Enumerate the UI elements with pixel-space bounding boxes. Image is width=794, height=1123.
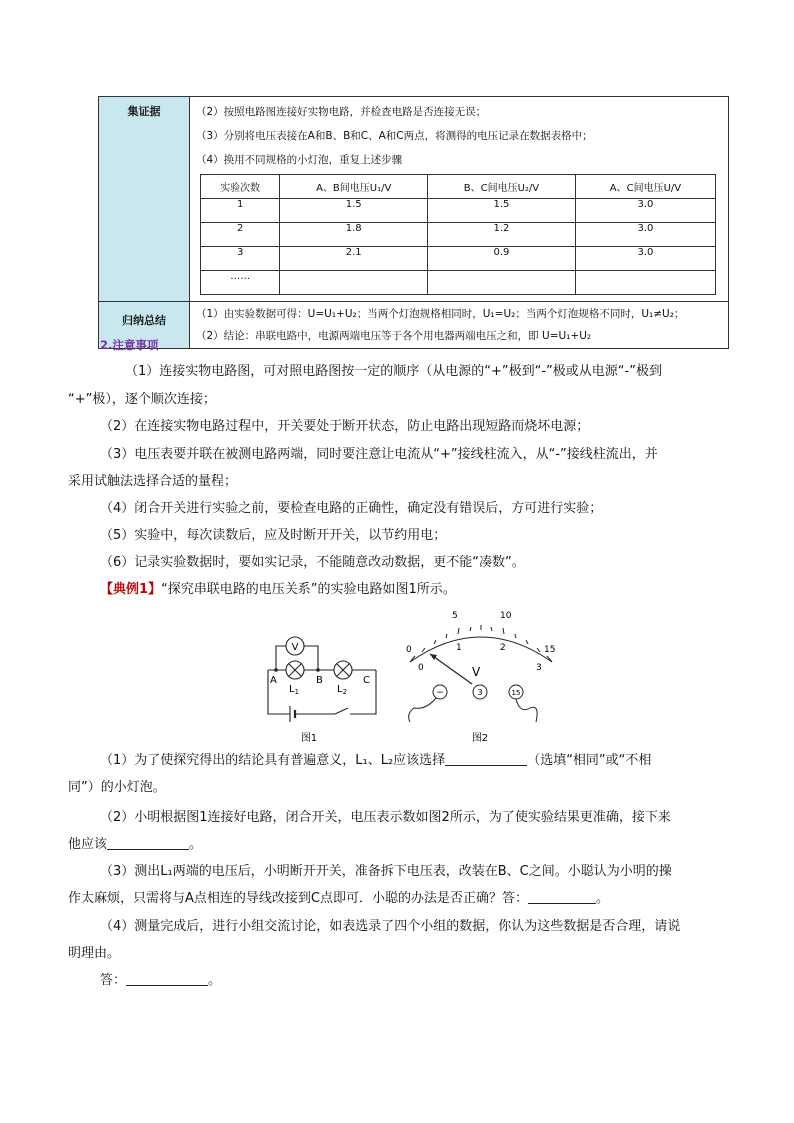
- table-cell: 2.1: [280, 247, 428, 271]
- header-cell: B、C间电压U₂/V: [428, 175, 576, 199]
- question-4-line-1: （4）测量完成后，进行小组交流讨论，如表选录了四个小组的数据，你认为这些数据是否合理，请说: [100, 919, 681, 934]
- note-item: （5）实验中，每次读数后，应及时断开开关，以节约用电；: [100, 528, 447, 543]
- lower-tick-label: 1: [456, 643, 462, 653]
- step-4: （4）换用不同规格的小灯泡，重复上述步骤: [196, 154, 403, 166]
- table-row: [201, 247, 716, 271]
- note-item: 采用试触法选择合适的量程；: [68, 474, 238, 489]
- answer-blank[interactable]: [528, 889, 596, 904]
- table-cell: 0.9: [428, 247, 576, 271]
- fig2-caption: 图2: [471, 733, 489, 744]
- table-cell: 1.8: [280, 223, 428, 247]
- example-tag: 【典例1】: [100, 582, 162, 597]
- terminal-3: 3: [477, 688, 483, 697]
- header-cell: 实验次数: [201, 175, 280, 199]
- table-cell: 1: [201, 199, 280, 223]
- table-cell: 3.0: [575, 247, 715, 271]
- circuit-diagram: [260, 630, 390, 750]
- point-c-label: C: [363, 675, 370, 686]
- note-item: （4）闭合开关进行实验之前，要检查电路的正确性，确定没有错误后，方可进行实验；: [100, 501, 603, 516]
- lower-tick-label: 2: [500, 643, 506, 653]
- lower-tick-label: 0: [418, 663, 424, 673]
- question-3-line-2: 作太麻烦，只需将与A点相连的导线改接到C点即可．小聪的办法是否正确？答： 。: [68, 891, 609, 906]
- example-text: “探究串联电路的电压关系”的实验电路如图1所示。: [161, 582, 456, 597]
- upper-tick-label: 0: [406, 645, 412, 655]
- example-line: [100, 576, 456, 604]
- table-row: [201, 223, 716, 247]
- voltmeter-symbol: V: [291, 642, 299, 653]
- fig1-caption: 图1: [300, 733, 318, 744]
- summary-table: [98, 96, 729, 349]
- point-b-label: B: [316, 675, 323, 686]
- question-1-line-1: （1）为了使探究得出的结论具有普遍意义，L₁、L₂应该选择 （选填“相同”或“不相: [100, 753, 652, 768]
- data-table: [200, 174, 716, 295]
- unit-label: V: [472, 665, 481, 679]
- upper-tick-label: 10: [500, 611, 512, 621]
- lower-tick-label: 3: [536, 663, 542, 673]
- table-cell: [280, 271, 428, 295]
- lamp1-label: $L_1$: [289, 684, 300, 696]
- table-row: [201, 199, 716, 223]
- question-3-line-1: （3）测出L₁两端的电压后，小明断开开关，准备拆下电压表，改装在B、C之间。小聪认为小明的操: [100, 864, 672, 879]
- answer-blank[interactable]: [126, 971, 208, 986]
- summary-content: [190, 302, 729, 349]
- evidence-label: 集证据: [99, 97, 190, 302]
- evidence-row: [99, 97, 729, 302]
- question-4-answer: 答： 。: [100, 973, 222, 988]
- answer-blank[interactable]: [107, 835, 189, 850]
- answer-blank[interactable]: [445, 751, 527, 766]
- point-a-label: A: [270, 675, 277, 686]
- note-item: “+”极），逐个顺次连接；: [68, 392, 216, 407]
- terminal-15: 15: [511, 689, 521, 697]
- question-2-line-2: 他应该 。: [68, 837, 203, 852]
- question-2-line-1: （2）小明根据图1连接好电路，闭合开关，电压表示数如图2所示，为了使实验结果更准确，接下来: [100, 810, 671, 825]
- header-cell: A、C间电压U/V: [575, 175, 715, 199]
- table-cell: 1.5: [280, 199, 428, 223]
- step-3: （3）分别将电压表接在A和B、B和C、A和C两点，将测得的电压记录在数据表格中；: [196, 130, 593, 142]
- terminal-negative: −: [436, 688, 444, 698]
- table-cell: [575, 271, 715, 295]
- notes-title: 2.注意事项: [100, 338, 159, 352]
- summary-label: 归纳总结: [99, 302, 190, 349]
- table-cell: 2: [201, 223, 280, 247]
- table-cell: ……: [201, 271, 280, 295]
- evidence-content: [190, 97, 729, 302]
- note-item: （1）连接实物电路图，可对照电路图按一定的顺序（从电源的“+”极到“-”极或从电源“-”极到: [125, 364, 662, 379]
- upper-tick-label: 15: [544, 645, 556, 655]
- table-cell: 1.2: [428, 223, 576, 247]
- summary-line-1: （1）由实验数据可得：U=U₁+U₂；当两个灯泡规格相同时，U₁=U₂；当两个灯泡规格不同时，U₁≠U₂；: [196, 308, 685, 320]
- note-item: （6）记录实验数据时，要如实记录，不能随意改动数据，更不能“凑数”。: [100, 555, 525, 570]
- question-4-line-2: 明理由。: [68, 946, 121, 961]
- upper-tick-label: 5: [452, 611, 458, 621]
- step-2: （2）按照电路图连接好实物电路，并检查电路是否连接无误；: [196, 106, 487, 118]
- note-item: （2）在连接实物电路过程中，开关要处于断开状态，防止电路出现短路而烧坏电源；: [100, 419, 590, 434]
- summary-row: [99, 302, 729, 349]
- voltmeter-dial: [396, 604, 568, 750]
- note-item: （3）电压表要并联在被测电路两端，同时要注意让电流从“+”接线柱流入，从“-”接线柱流出，并: [100, 447, 658, 462]
- lamp2-label: $L_2$: [337, 684, 348, 696]
- table-cell: 3.0: [575, 199, 715, 223]
- table-row: [201, 271, 716, 295]
- table-cell: 3: [201, 247, 280, 271]
- table-cell: 3.0: [575, 223, 715, 247]
- table-cell: [428, 271, 576, 295]
- summary-line-2: （2）结论：串联电路中，电源两端电压等于各个用电器两端电压之和，即 U=U₁+U₂: [196, 330, 592, 342]
- table-cell: 1.5: [428, 199, 576, 223]
- question-1-line-2: 同”）的小灯泡。: [68, 780, 166, 795]
- header-cell: A、B间电压U₁/V: [280, 175, 428, 199]
- data-table-header: [201, 175, 716, 199]
